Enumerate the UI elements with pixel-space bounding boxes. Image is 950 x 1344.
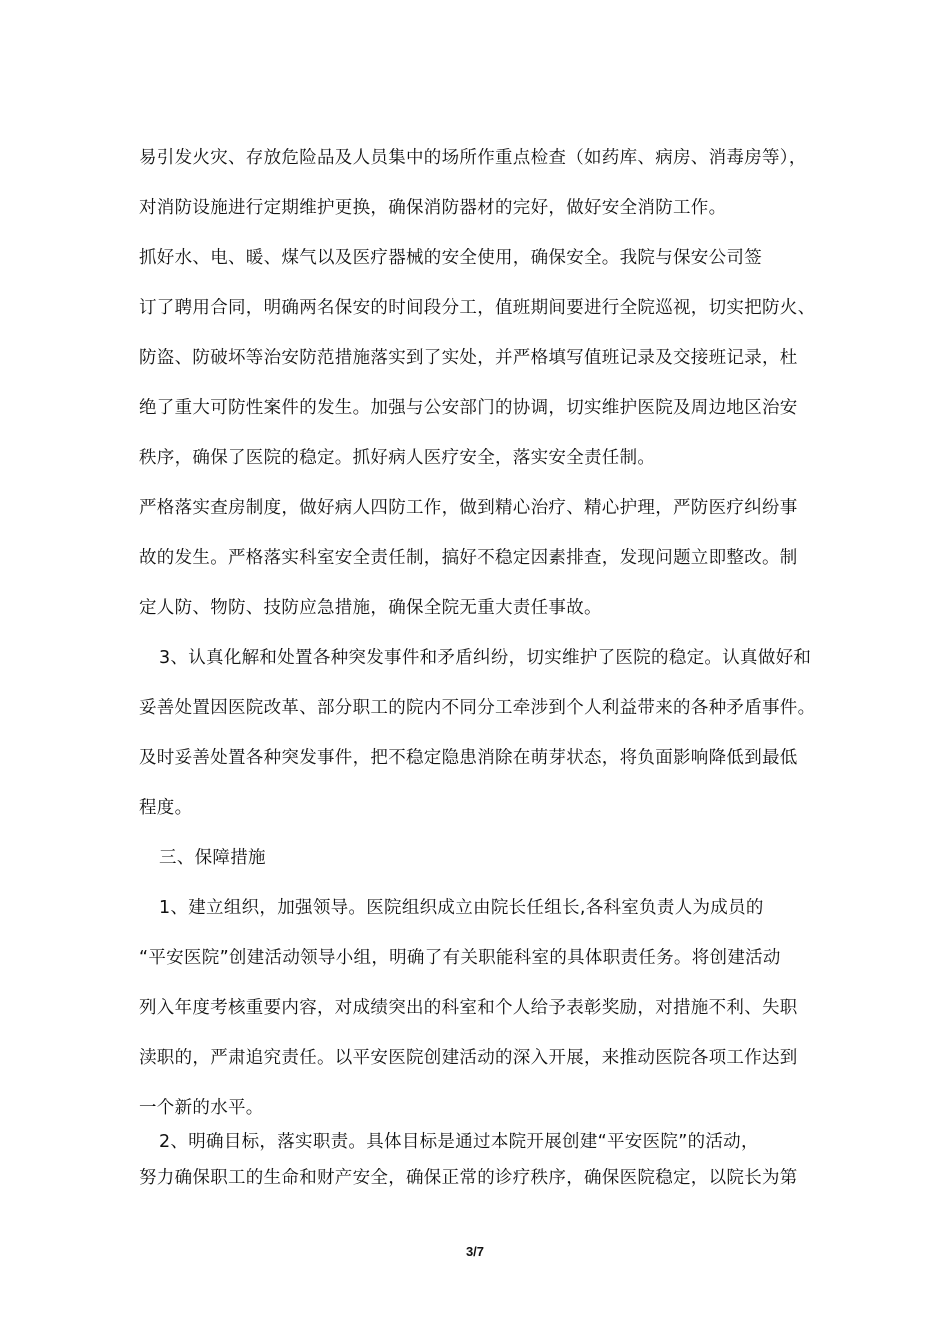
body-text-line: 定人防、物防、技防应急措施，确保全院无重大责任事故。 <box>139 598 602 618</box>
body-text-line: 2、明确目标，落实职责。具体目标是通过本院开展创建“平安医院”的活动， <box>159 1132 759 1152</box>
section-heading: 三、保障措施 <box>159 848 266 868</box>
body-text-line: 对消防设施进行定期维护更换，确保消防器材的完好，做好安全消防工作。 <box>139 198 727 218</box>
body-text-line: 3、认真化解和处置各种突发事件和矛盾纠纷，切实维护了医院的稳定。认真做好和 <box>159 648 812 668</box>
body-text-line: 渎职的，严肃追究责任。以平安医院创建活动的深入开展，来推动医院各项工作达到 <box>139 1048 798 1068</box>
body-text-line: 订了聘用合同，明确两名保安的时间段分工，值班期间要进行全院巡视，切实把防火、 <box>139 298 816 318</box>
body-text-line: 防盗、防破坏等治安防范措施落实到了实处，并严格填写值班记录及交接班记录，杜 <box>139 348 798 368</box>
body-text-line: 列入年度考核重要内容，对成绩突出的科室和个人给予表彰奖励，对措施不利、失职 <box>139 998 798 1018</box>
body-text-line: 一个新的水平。 <box>139 1098 264 1118</box>
body-text-line: “平安医院”创建活动领导小组，明确了有关职能科室的具体职责任务。将创建活动 <box>139 948 781 968</box>
body-text-line: 易引发火灾、存放危险品及人员集中的场所作重点检查（如药库、病房、消毒房等）， <box>139 148 807 168</box>
body-text-line: 抓好水、电、暖、煤气以及医疗器械的安全使用，确保安全。我院与保安公司签 <box>139 248 762 268</box>
body-text-line: 严格落实查房制度，做好病人四防工作，做到精心治疗、精心护理，严防医疗纠纷事 <box>139 498 798 518</box>
page-number: 3/7 <box>465 1244 485 1259</box>
body-text-line: 秩序，确保了医院的稳定。抓好病人医疗安全，落实安全责任制。 <box>139 448 656 468</box>
body-text-line: 程度。 <box>139 798 193 818</box>
body-text-line: 绝了重大可防性案件的发生。加强与公安部门的协调，切实维护医院及周边地区治安 <box>139 398 798 418</box>
body-text-line: 1、建立组织，加强领导。医院组织成立由院长任组长,各科室负责人为成员的 <box>159 898 764 918</box>
body-text-line: 妥善处置因医院改革、部分职工的院内不同分工牵涉到个人利益带来的各种矛盾事件。 <box>139 698 816 718</box>
body-text-line: 努力确保职工的生命和财产安全，确保正常的诊疗秩序，确保医院稳定，以院长为第 <box>139 1168 798 1188</box>
body-text-line: 故的发生。严格落实科室安全责任制，搞好不稳定因素排查，发现问题立即整改。制 <box>139 548 798 568</box>
body-text-line: 及时妥善处置各种突发事件，把不稳定隐患消除在萌芽状态，将负面影响降低到最低 <box>139 748 798 768</box>
